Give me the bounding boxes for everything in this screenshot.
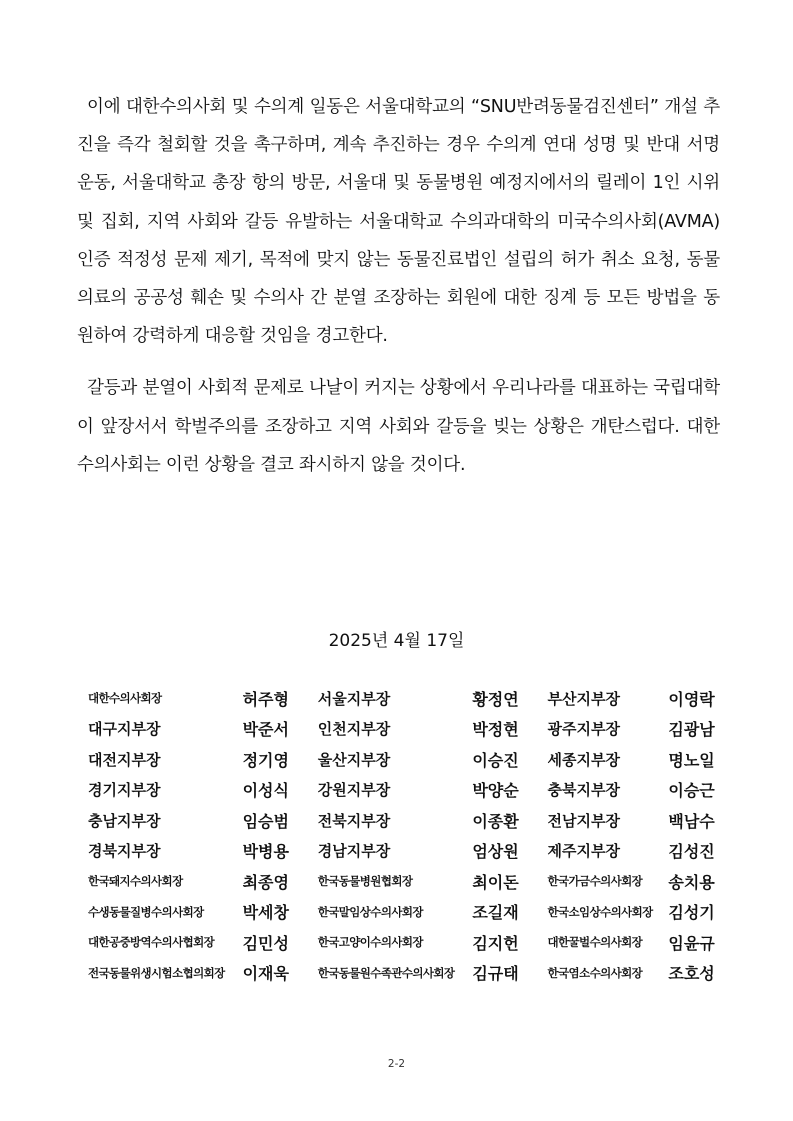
signatory-title: 대한수의사회장: [88, 691, 162, 706]
signatory-name: 황정연: [472, 689, 519, 709]
signatory-title: 한국동물원수족관수의사회장: [317, 965, 455, 980]
signatory-name: 조호성: [668, 964, 715, 984]
page-number: 2-2: [387, 1058, 406, 1070]
signatory-name: 송치용: [668, 872, 715, 892]
paragraph-conclusion: 갈등과 분열이 사회적 문제로 나날이 커지는 상황에서 우리나라를 대표하는 국립대학이 앞장서서 학벌주의를 조장하고 지역 사회와 갈등을 빚는 상황은 개탄스럽다. 대한수의사회는 이런 상황을 결코 좌시하지 않을 것이다.: [77, 378, 720, 475]
signatory-title: 전남지부장: [547, 811, 620, 830]
signatory-name: 김규태: [472, 964, 519, 984]
signatory-name: 임윤규: [668, 933, 715, 953]
signatory-name: 박준서: [242, 720, 289, 740]
signatory-row: [88, 897, 718, 928]
signatory-row: [88, 775, 718, 806]
signatory-row: [88, 714, 718, 745]
signatory-title: 충북지부장: [547, 781, 620, 800]
signatory-title: 수생동물질병수의사회장: [88, 904, 204, 919]
signatory-row: [88, 958, 718, 989]
signatory-title: 경북지부장: [88, 842, 161, 861]
signatory-title: 대전지부장: [88, 750, 161, 769]
signatory-name: 김광남: [668, 720, 715, 740]
signatory-title: 전북지부장: [317, 811, 391, 830]
signatory-title: 한국염소수의사회장: [547, 965, 643, 980]
signatory-name: 정기영: [242, 750, 289, 770]
signatory-row: [88, 683, 718, 714]
paragraph-warning: 이에 대한수의사회 및 수의계 일동은 서울대학교의 “SNU반려동물검진센터” 개설 추진을 즉각 철회할 것을 촉구하며, 계속 추진하는 경우 수의계 연대 성명 및 반대 서명 운동, 서울대학교 총장 항의 방문, 서울대 및 동물병원 예정지에서의 릴레이 1인 시위 및 집회, 지역 사회와 갈등 유발하는 서울대학교 수의과대학의 미국수의사회(AVMA) 인증 적정성 문제 제기, 목적에 맞지 않는 동물진료법인 설립의 허가 취소 요청, 동물의료의 공공성 훼손 및 수의사 간 분열 조장하는 회원에 대한 징계 등 모든 방법을 동원하여 강력하게 대응할 것임을 경고한다.: [77, 97, 720, 347]
signatory-title: 강원지부장: [317, 781, 391, 800]
signatory-title: 제주지부장: [547, 842, 620, 861]
signatory-title: 한국말임상수의사회장: [317, 904, 423, 919]
signatory-name: 백남수: [668, 811, 715, 831]
signatory-name: 이종환: [472, 811, 519, 831]
signatory-name: 임승범: [242, 811, 289, 831]
signatory-name: 김지헌: [472, 933, 519, 953]
signatory-name: 이재욱: [242, 964, 289, 984]
signatory-name: 박세창: [242, 903, 289, 923]
signatory-name: 박정현: [472, 720, 519, 740]
signatory-title: 울산지부장: [317, 750, 391, 769]
signatory-title: 한국고양이수의사회장: [317, 935, 423, 950]
signatory-title: 경남지부장: [317, 842, 391, 861]
signatory-title: 부산지부장: [547, 689, 620, 708]
signatory-row: [88, 836, 718, 867]
signatory-name: 이승진: [472, 750, 519, 770]
signatory-title: 세종지부장: [547, 750, 620, 769]
signatory-name: 김성기: [668, 903, 715, 923]
signatory-name: 엄상원: [472, 842, 519, 862]
signatory-list: [88, 683, 718, 988]
signatory-row: [88, 866, 718, 897]
signatory-name: 박양순: [472, 781, 519, 801]
signatory-name: 이승근: [668, 781, 715, 801]
signatory-name: 김민성: [242, 933, 289, 953]
signatory-title: 인천지부장: [317, 720, 391, 739]
signatory-title: 광주지부장: [547, 720, 620, 739]
signatory-title: 한국소임상수의사회장: [547, 904, 653, 919]
signatory-title: 서울지부장: [317, 689, 391, 708]
signatory-name: 김성진: [668, 842, 715, 862]
signatory-title: 전국동물위생시험소협의회장: [88, 965, 225, 980]
signatory-row: [88, 927, 718, 958]
signatory-name: 박병용: [242, 842, 289, 862]
signatory-name: 조길재: [472, 903, 519, 923]
signatory-title: 충남지부장: [88, 811, 161, 830]
signatory-title: 한국돼지수의사회장: [88, 874, 183, 889]
signatory-name: 최이돈: [472, 872, 519, 892]
signatory-name: 허주형: [242, 689, 289, 709]
signatory-title: 경기지부장: [88, 781, 161, 800]
signatory-title: 한국가금수의사회장: [547, 874, 643, 889]
signatory-title: 대한공중방역수의사협회장: [88, 935, 215, 950]
signatory-title: 대구지부장: [88, 720, 161, 739]
statement-body: [77, 88, 720, 498]
signatory-name: 이영락: [668, 689, 715, 709]
signatory-name: 이성식: [242, 781, 289, 801]
signatory-name: 명노일: [668, 750, 715, 770]
signatory-title: 대한꿀벌수의사회장: [547, 935, 643, 950]
signatory-title: 한국동물병원협회장: [317, 874, 413, 889]
signatory-row: [88, 744, 718, 775]
signatory-row: [88, 805, 718, 836]
statement-date: 2025년 4월 17일: [328, 631, 465, 651]
signatory-name: 최종영: [242, 872, 289, 892]
